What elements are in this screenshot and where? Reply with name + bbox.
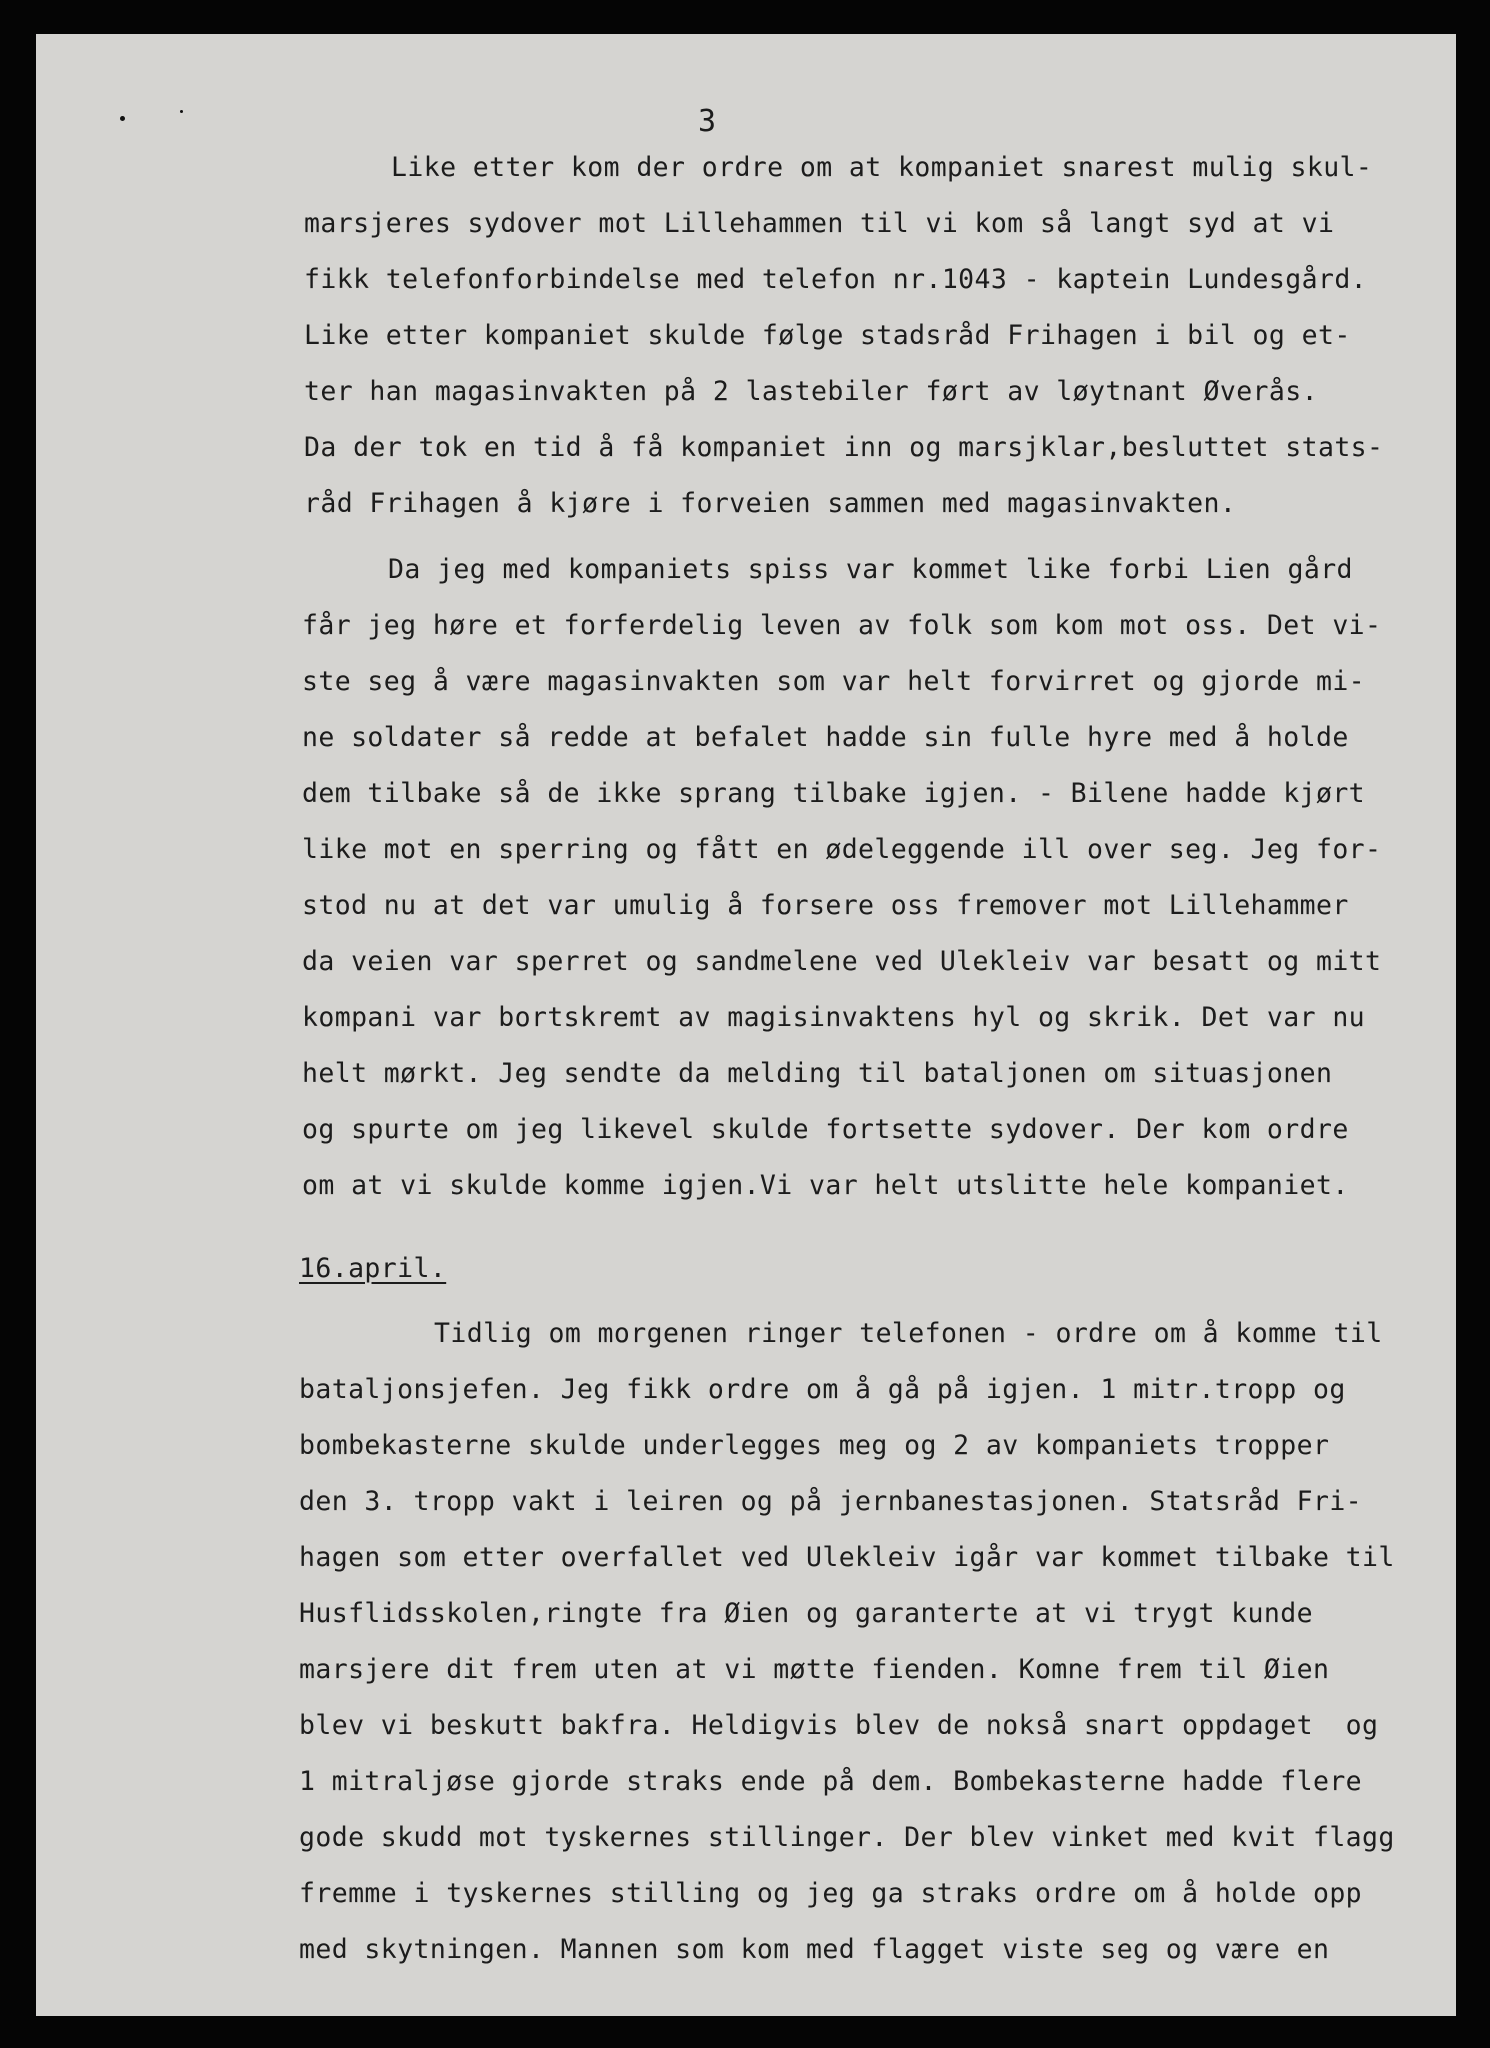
- paragraph-1-line: råd Frihagen å kjøre i forveien sammen med magasinvakten.: [304, 488, 1237, 519]
- paragraph-3-line: gode skudd mot tyskernes stillinger. Der blev vinket med kvit flagg: [299, 1822, 1395, 1853]
- paragraph-3-line: 1 mitraljøse gjorde straks ende på dem. Bombekasterne hadde flere: [299, 1766, 1363, 1797]
- paragraph-2-line: og spurte om jeg likevel skulde fortsette sydover. Der kom ordre: [302, 1114, 1349, 1145]
- paragraph-3-line: bataljonsjefen. Jeg fikk ordre om å gå på igjen. 1 mitr.tropp og: [299, 1374, 1346, 1405]
- paragraph-1-line: ter han magasinvakten på 2 lastebiler ført av løytnant Øverås.: [304, 376, 1318, 407]
- typed-page: [36, 34, 1456, 2016]
- paragraph-3-line: marsjere dit frem uten at vi møtte fienden. Komne frem til Øien: [299, 1654, 1330, 1685]
- paragraph-2-line: da veien var sperret og sandmelene ved Ulekleiv var besatt og mitt: [302, 946, 1382, 977]
- paragraph-3-line: hagen som etter overfallet ved Ulekleiv igår var kommet tilbake til: [299, 1542, 1395, 1573]
- paragraph-1-line: fikk telefonforbindelse med telefon nr.1043 - kaptein Lundesgård.: [304, 264, 1368, 295]
- paragraph-2-line: får jeg høre et forferdelig leven av folk som kom mot oss. Det vi-: [302, 610, 1382, 641]
- paragraph-1-line: Like etter kom der ordre om at kompaniet snarest mulig skul-: [391, 152, 1373, 183]
- paragraph-2-line: stod nu at det var umulig å forsere oss fremover mot Lillehammer: [302, 890, 1349, 921]
- document-body: [36, 34, 1456, 2016]
- date-heading: 16.april.: [299, 1253, 447, 1284]
- paragraph-3-line: bombekasterne skulde underlegges meg og 2 av kompaniets tropper: [299, 1430, 1330, 1461]
- paragraph-3-line: Tidlig om morgenen ringer telefonen - ordre om å komme til: [434, 1318, 1383, 1349]
- page-number: 3: [698, 104, 717, 139]
- paragraph-2-line: like mot en sperring og fått en ødeleggende ill over seg. Jeg for-: [302, 834, 1382, 865]
- paragraph-3-line: den 3. tropp vakt i leiren og på jernbanestasjonen. Statsråd Fri-: [299, 1486, 1363, 1517]
- paragraph-2-line: Da jeg med kompaniets spiss var kommet like forbi Lien gård: [388, 554, 1353, 585]
- paragraph-2-line: kompani var bortskremt av magisinvaktens hyl og skrik. Det var nu: [302, 1002, 1366, 1033]
- paragraph-2-line: om at vi skulde komme igjen.Vi var helt utslitte hele kompaniet.: [302, 1170, 1349, 1201]
- paragraph-3-line: med skytningen. Mannen som kom med flagget viste seg og være en: [299, 1934, 1330, 1965]
- paragraph-1-line: Like etter kompaniet skulde følge stadsråd Frihagen i bil og et-: [304, 320, 1351, 351]
- paragraph-3-line: blev vi beskutt bakfra. Heldigvis blev de nokså snart oppdaget og: [299, 1710, 1379, 1741]
- paragraph-2-line: helt mørkt. Jeg sendte da melding til bataljonen om situasjonen: [302, 1058, 1333, 1089]
- paragraph-1-line: Da der tok en tid å få kompaniet inn og marsjklar,besluttet stats-: [304, 432, 1384, 463]
- paragraph-3-line: Husflidsskolen,ringte fra Øien og garanterte at vi trygt kunde: [299, 1598, 1313, 1629]
- paragraph-2-line: dem tilbake så de ikke sprang tilbake igjen. - Bilene hadde kjørt: [302, 778, 1366, 809]
- paragraph-3-line: fremme i tyskernes stilling og jeg ga straks ordre om å holde opp: [299, 1878, 1363, 1909]
- paragraph-2-line: ne soldater så redde at befalet hadde sin fulle hyre med å holde: [302, 722, 1349, 753]
- paragraph-1-line: marsjeres sydover mot Lillehammen til vi kom så langt syd at vi: [304, 208, 1335, 239]
- paragraph-2-line: ste seg å være magasinvakten som var helt forvirret og gjorde mi-: [302, 666, 1366, 697]
